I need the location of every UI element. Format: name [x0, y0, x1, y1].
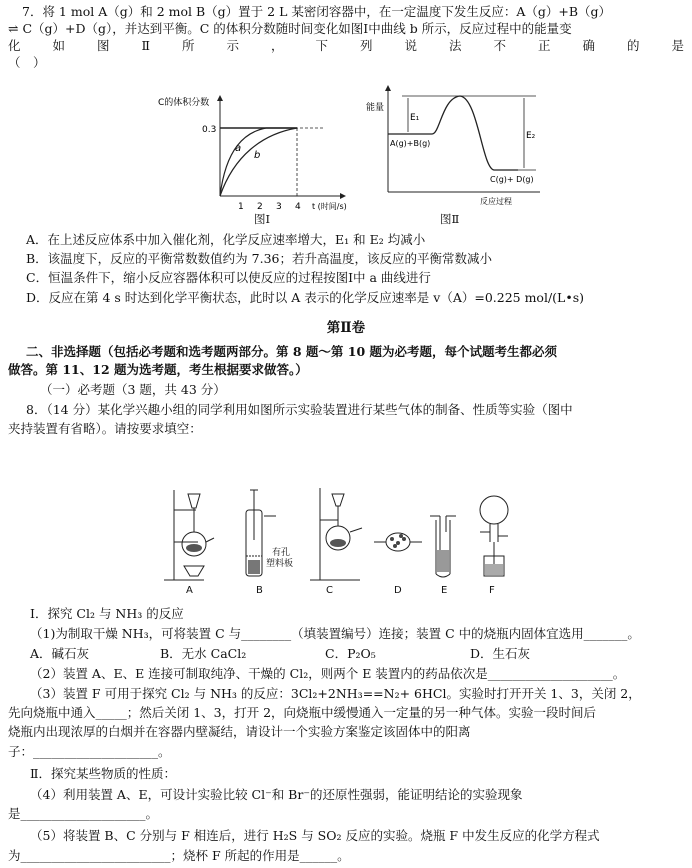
q8-sub-3-line-2: 先向烧瓶中通入_____；然后关闭 1、3，打开 2，向烧瓶中缓慢通入一定量的另一种气体。实验一段时间后	[8, 705, 597, 720]
apparatus-label-f: F	[489, 585, 495, 596]
apparatus-label-d: D	[394, 585, 402, 596]
fig1-xtick-4: 4	[295, 202, 301, 212]
q8-line-2: 夹持装置有省略）。请按要求填空：	[8, 421, 202, 436]
fig1-curve-a	[220, 128, 297, 196]
apparatus-label-a: A	[186, 585, 193, 596]
fig2-e1: E₁	[410, 113, 420, 123]
q8-sub-5-line-2: 为________________________；烧杯 F 所起的作用是______。	[8, 848, 350, 863]
fig1-label-a: a	[235, 143, 242, 154]
q7-line-3-word: 如	[52, 38, 66, 53]
fig2-energy-curve	[388, 96, 518, 170]
q7-line-3-word: 正	[537, 38, 551, 53]
section-line-1: 二、非选择题（包括必考题和选考题两部分。第 8 题～第 10 题为必考题，每个试题考生都必须	[26, 344, 558, 359]
fig2-ylabel: 能量	[366, 103, 385, 113]
fig2-e2: E₂	[526, 131, 536, 141]
section-2-heading: Ⅱ．探究某些物质的性质：	[30, 766, 176, 781]
q7-line-3-word: Ⅱ	[141, 38, 150, 53]
q7-line-3-word: ，	[270, 38, 284, 53]
q7-line-3-word: 示	[226, 38, 239, 53]
q8-sub-3-line-4: 子：____________________。	[8, 744, 171, 759]
q8-line-1: 8．（14 分）某化学兴趣小组的同学利用如图所示实验装置进行某些气体的制备、性质等实验（图中	[26, 402, 573, 417]
fig1-caption: 图Ⅰ	[254, 212, 271, 226]
apparatus-label-e: E	[441, 585, 448, 596]
option-c: C．恒温条件下，缩小反应容器体积可以使反应的过程按图Ⅰ中 a 曲线进行	[26, 270, 431, 285]
section-1-heading: Ⅰ．探究 Cl₂ 与 NH₃ 的反应	[30, 606, 184, 621]
q7-line-3-word: 图	[97, 38, 110, 53]
option-b: B．该温度下，反应的平衡常数数值约为 7.36；若升高温度，该反应的平衡常数减小	[26, 251, 492, 266]
fig1-xlabel: t (时间/s)	[312, 202, 347, 211]
q7-line-3-word: 确	[582, 38, 595, 53]
q7-line-3-word: 下	[315, 38, 328, 53]
section-line-2: 做答。第 11、12 题为选考题，考生根据要求做答。）	[8, 362, 308, 377]
choice-b: B．无水 CaCl₂	[160, 646, 247, 661]
part2-title: 第Ⅱ卷	[326, 320, 366, 336]
fig2-reactants: A(g)+B(g)	[390, 139, 431, 148]
q7-line-3-word: 的	[626, 38, 640, 53]
figure-1	[150, 88, 350, 218]
q7-line-3-word: 化	[8, 38, 21, 53]
q7-line-3-word: 说	[404, 38, 417, 53]
q7-line-3	[8, 38, 684, 54]
q7-line-3-word: 不	[493, 38, 506, 53]
fig1-curve-b	[220, 128, 297, 196]
apparatus-label-b: B	[256, 585, 263, 596]
fig1-xtick-1: 1	[238, 202, 244, 212]
q7-line-4: （ ）	[8, 55, 46, 70]
fig1-xtick-2: 2	[257, 202, 263, 212]
q7-line-3-word: 所	[181, 38, 195, 53]
q8-sub-4-line-2: 是____________________。	[8, 806, 159, 821]
q8-sub-3-line-3: 烧瓶内出现浓厚的白烟并在容器内壁凝结，请设计一个实验方案鉴定该固体中的阳离	[8, 724, 471, 739]
b-note-2: 塑料板	[266, 559, 294, 569]
fig1-xtick-3: 3	[276, 202, 282, 212]
fig2-products: C(g)+ D(g)	[490, 175, 534, 184]
q7-line-2: ⇌ C（g）+D（g），并达到平衡。C 的体积分数随时间变化如图Ⅰ中曲线 b 所示，反应过程中的能量变	[8, 21, 572, 36]
q7-line-3-word: 是	[671, 38, 684, 53]
b-note-1: 有孔	[272, 548, 291, 558]
q8-sub-1: （1)为制取干燥 NH₃，可将装置 C 与________（填装置编号）连接；装置 C 中的烧瓶内固体宜选用_______。	[30, 626, 640, 641]
required-heading: （一）必考题（3 题，共 43 分）	[40, 382, 226, 397]
fig1-ytick: 0.3	[202, 125, 217, 135]
q7-line-3-word: 法	[448, 38, 462, 53]
fig1-label-b: b	[254, 150, 261, 161]
q8-sub-4-line-1: （4）利用装置 A、E，可设计实验比较 Cl⁻和 Br⁻的还原性强弱，能证明结论的实验现象	[30, 787, 523, 802]
q8-sub-3-line-1: （3）装置 F 可用于探究 Cl₂ 与 NH₃ 的反应：3Cl₂+2NH₃==N₂+ 6HCl。实验时打开开关 1、3，关闭 2，	[30, 686, 641, 701]
q8-sub-2: （2）装置 A、E、E 连接可制取纯净、干燥的 Cl₂，则两个 E 装置内的药品依次是____________________。	[30, 666, 626, 681]
q7-line-3-word: 列	[359, 38, 373, 53]
apparatus-label-c: C	[326, 585, 333, 596]
option-d: D．反应在第 4 s 时达到化学平衡状态，此时以 A 表示的化学反应速率是 v（A）=0.225 mol/(L•s)	[26, 290, 585, 305]
fig2-caption: 图Ⅱ	[440, 212, 460, 226]
q8-sub-5-line-1: （5）将装置 B、C 分别与 F 相连后，进行 H₂S 与 SO₂ 反应的实验。烧瓶 F 中发生反应的化学方程式	[30, 828, 600, 843]
fig2-xlabel: 反应过程	[480, 197, 512, 206]
choice-c: C．P₂O₅	[325, 646, 376, 661]
figure-2	[360, 80, 560, 212]
apparatus-figure	[160, 480, 520, 588]
choice-d: D．生石灰	[470, 646, 531, 661]
option-a: A．在上述反应体系中加入催化剂，化学反应速率增大，E₁ 和 E₂ 均减小	[26, 232, 426, 247]
choice-a: A．碱石灰	[30, 646, 90, 661]
q7-line-1: 7．将 1 mol A（g）和 2 mol B（g）置于 2 L 某密闭容器中，在一定温度下发生反应：A（g）+B（g）	[22, 4, 612, 19]
fig1-ylabel: C的体积分数	[158, 98, 210, 108]
